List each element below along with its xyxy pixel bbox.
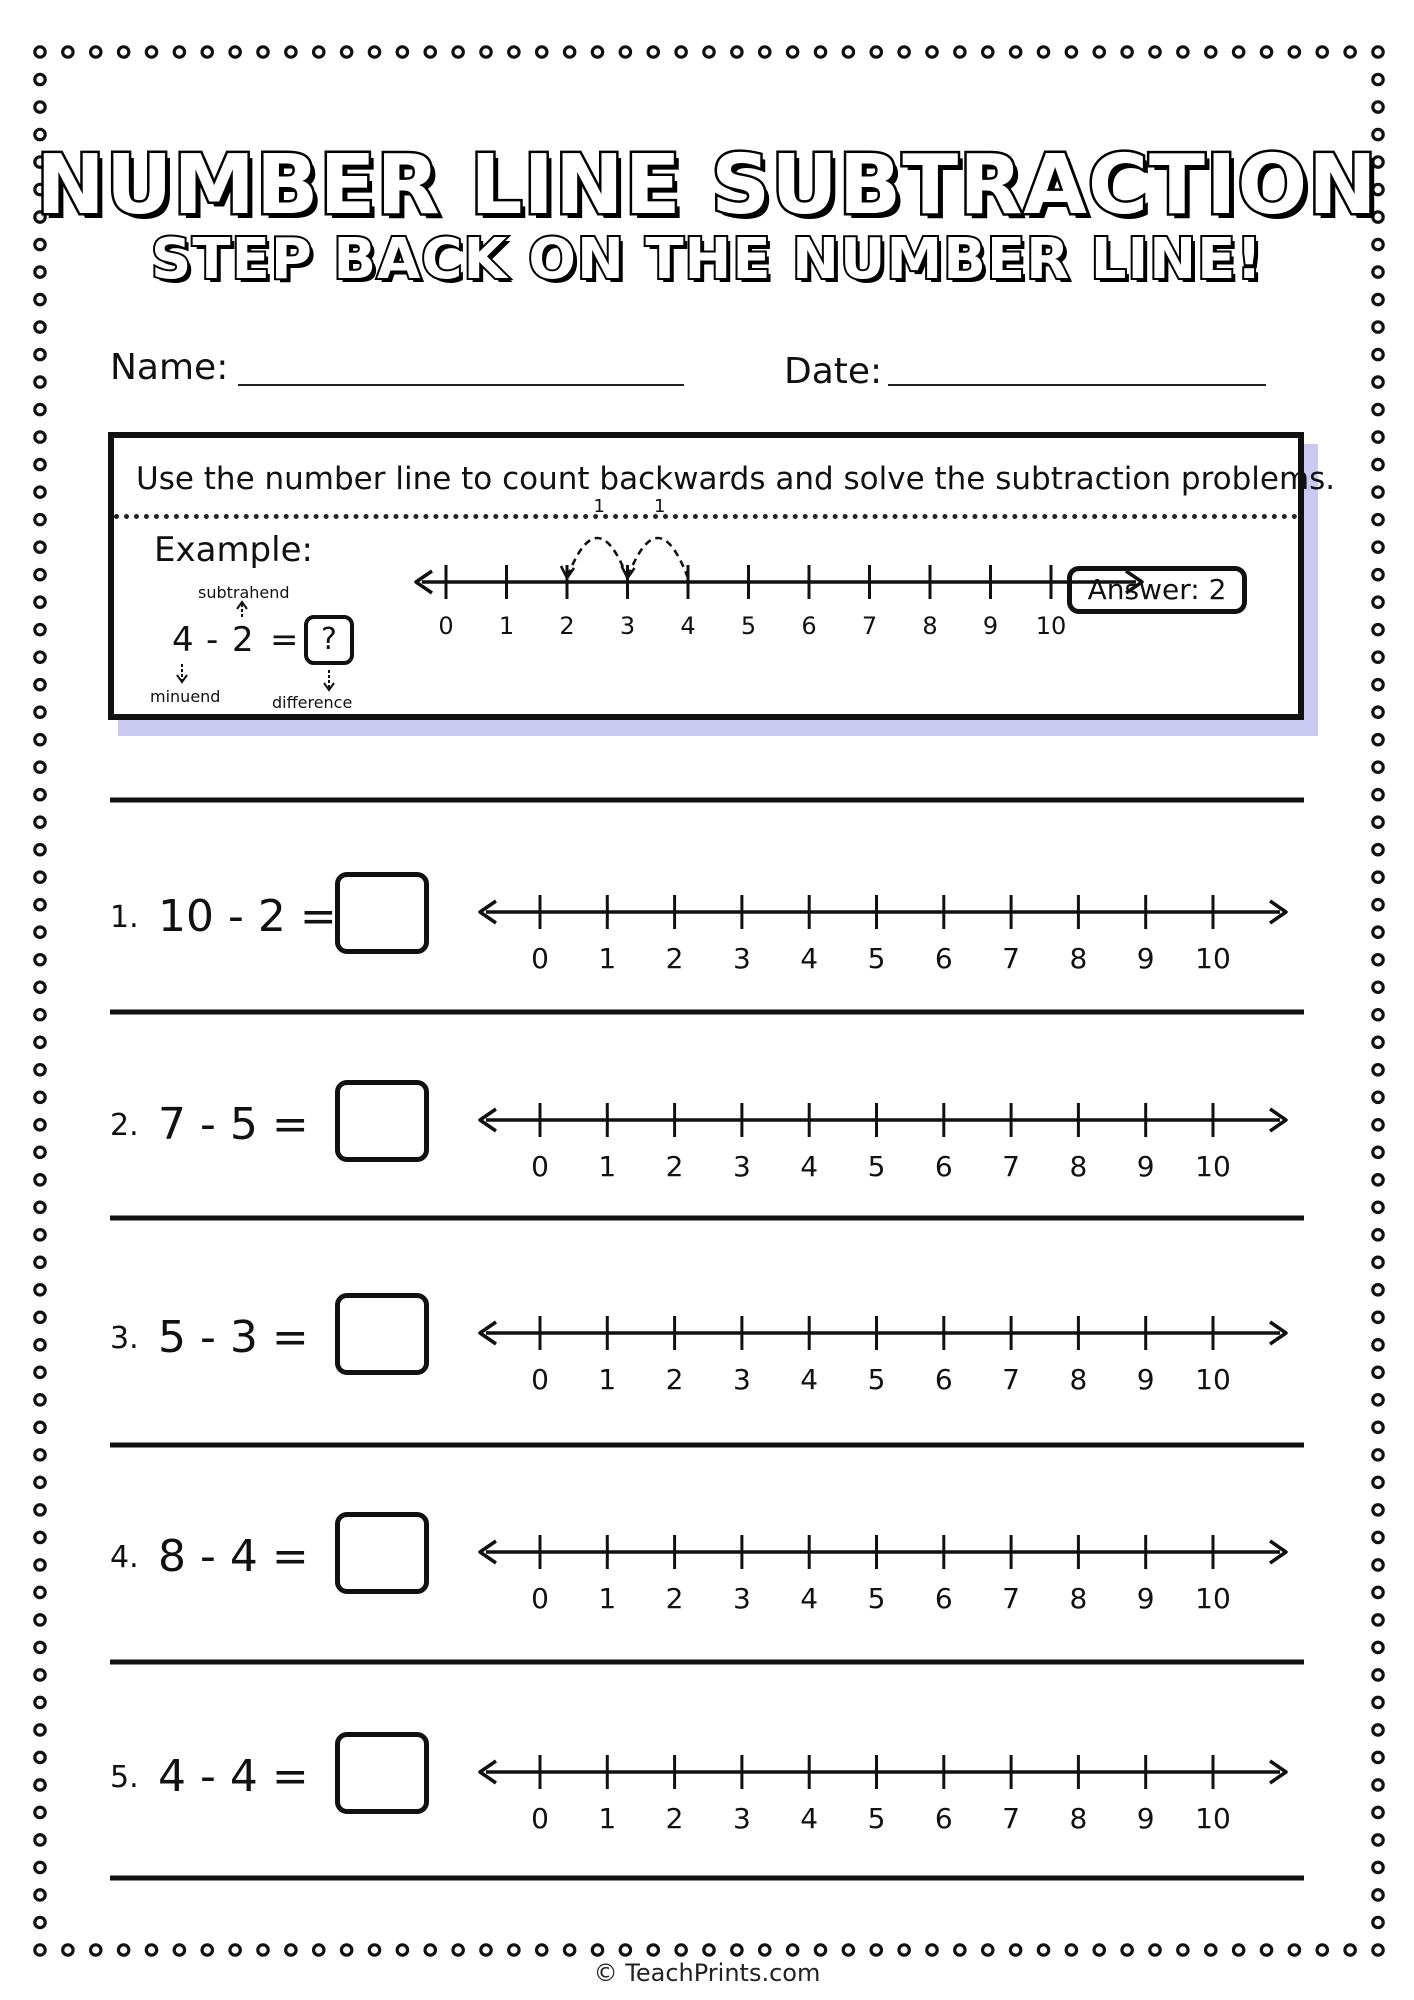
instructions-text: Use the number line to count backwards and solve the subtraction problems. <box>136 461 1336 497</box>
tick-label: 7 <box>1002 942 1021 970</box>
problem-number-line <box>470 870 1300 970</box>
example-unknown-box: ? <box>304 615 354 665</box>
tick-label: 0 <box>531 1150 549 1178</box>
example-number-line <box>404 498 1164 708</box>
problem-expression: 7 - 5 = <box>158 1099 309 1150</box>
tick-label: 6 <box>934 1802 953 1830</box>
problem-number: 2. <box>110 1108 139 1143</box>
tick-label: 9 <box>1136 1802 1155 1830</box>
tick-label: 5 <box>867 942 886 970</box>
answer-box[interactable] <box>335 1732 429 1814</box>
tick-label: 10 <box>1195 1150 1231 1178</box>
tick-label: 2 <box>665 1582 684 1610</box>
hop-arc <box>628 538 689 578</box>
tick-label: 3 <box>732 1150 751 1178</box>
problem-number: 1. <box>110 900 139 935</box>
problem-row <box>0 1064 1414 1264</box>
tick-label: 8 <box>1069 1150 1088 1178</box>
problem-row <box>0 1277 1414 1477</box>
problem-row <box>0 856 1414 1056</box>
tick-label: 3 <box>732 1582 751 1610</box>
example-label: Example: <box>154 530 313 570</box>
tick-label: 2 <box>665 942 684 970</box>
name-label: Name: <box>110 347 229 388</box>
tick-label: 6 <box>934 1363 953 1391</box>
tick-label: 10 <box>1195 1363 1231 1391</box>
tick-label: 1 <box>598 1802 617 1830</box>
tick-label: 7 <box>1002 1363 1021 1391</box>
tick-label: 6 <box>934 1150 953 1178</box>
problem-number-line <box>470 1510 1300 1610</box>
tick-label: 0 <box>531 942 549 970</box>
tick-label: 3 <box>732 1363 751 1391</box>
tick-label: 1 <box>598 1150 617 1178</box>
tick-label: 1 <box>598 942 617 970</box>
tick-label: 2 <box>559 612 575 640</box>
problem-expression: 4 - 4 = <box>158 1751 309 1802</box>
tick-label: 7 <box>1002 1150 1021 1178</box>
tick-label: 0 <box>531 1582 549 1610</box>
tick-label: 4 <box>800 1150 819 1178</box>
problem-number: 4. <box>110 1540 139 1575</box>
tick-label: 1 <box>498 612 515 640</box>
tick-label: 10 <box>1035 612 1067 640</box>
tick-label: 0 <box>531 1363 549 1391</box>
copyright-credit: © TeachPrints.com <box>593 1959 821 1987</box>
example-equals-sign: = <box>270 620 299 660</box>
tick-label: 2 <box>665 1363 684 1391</box>
tick-label: 1 <box>598 1582 617 1610</box>
example-caption-arrows <box>114 438 374 718</box>
worksheet-subtitle: STEP BACK ON THE NUMBER LINE! <box>151 227 1263 292</box>
tick-label: 8 <box>1069 1802 1088 1830</box>
tick-label: 5 <box>867 1582 886 1610</box>
tick-label: 7 <box>861 612 878 640</box>
tick-label: 4 <box>800 942 819 970</box>
problem-expression: 10 - 2 = <box>158 891 337 942</box>
tick-label: 9 <box>982 612 999 640</box>
example-answer-box: Answer: 2 <box>1067 566 1247 614</box>
problem-expression: 5 - 3 = <box>158 1312 309 1363</box>
minuend-caption: minuend <box>150 687 221 706</box>
tick-label: 5 <box>867 1150 886 1178</box>
tick-label: 4 <box>800 1363 819 1391</box>
example-minus-sign: - <box>206 620 219 660</box>
tick-label: 10 <box>1195 1802 1231 1830</box>
date-field[interactable] <box>888 384 1266 386</box>
tick-label: 9 <box>1136 1582 1155 1610</box>
example-subtrahend: 2 <box>232 620 254 660</box>
tick-label: 5 <box>867 1363 886 1391</box>
answer-box[interactable] <box>335 1293 429 1375</box>
problem-number: 5. <box>110 1760 139 1795</box>
tick-label: 8 <box>1069 1582 1088 1610</box>
problem-number: 3. <box>110 1321 139 1356</box>
answer-box[interactable] <box>335 872 429 954</box>
hop-label: 1 <box>593 498 605 517</box>
instructions-box <box>108 432 1336 720</box>
tick-label: 6 <box>801 612 817 640</box>
tick-label: 9 <box>1136 1363 1155 1391</box>
tick-label: 3 <box>732 1802 751 1830</box>
answer-box[interactable] <box>335 1512 429 1594</box>
tick-label: 9 <box>1136 1150 1155 1178</box>
tick-label: 4 <box>680 612 696 640</box>
tick-label: 3 <box>619 612 636 640</box>
hop-arc <box>567 538 628 578</box>
tick-label: 8 <box>1069 942 1088 970</box>
date-label: Date: <box>784 351 883 392</box>
tick-label: 2 <box>665 1150 684 1178</box>
tick-label: 4 <box>800 1802 819 1830</box>
tick-label: 4 <box>800 1582 819 1610</box>
problem-row <box>0 1716 1414 1916</box>
tick-label: 5 <box>740 612 757 640</box>
subtrahend-caption: subtrahend <box>198 583 290 602</box>
problem-expression: 8 - 4 = <box>158 1531 309 1582</box>
problem-number-line <box>470 1078 1300 1178</box>
tick-label: 5 <box>867 1802 886 1830</box>
tick-label: 8 <box>1069 1363 1088 1391</box>
tick-label: 10 <box>1195 1582 1231 1610</box>
tick-label: 7 <box>1002 1582 1021 1610</box>
tick-label: 6 <box>934 1582 953 1610</box>
tick-label: 8 <box>922 612 938 640</box>
tick-label: 3 <box>732 942 751 970</box>
example-minuend: 4 <box>172 620 194 660</box>
problem-row <box>0 1496 1414 1696</box>
worksheet-title: NUMBER LINE SUBTRACTION <box>36 138 1378 233</box>
tick-label: 1 <box>598 1363 617 1391</box>
tick-label: 0 <box>531 1802 549 1830</box>
problem-number-line <box>470 1730 1300 1830</box>
tick-label: 7 <box>1002 1802 1021 1830</box>
tick-label: 0 <box>438 612 454 640</box>
difference-caption: difference <box>272 693 353 712</box>
problem-number-line <box>470 1291 1300 1391</box>
tick-label: 2 <box>665 1802 684 1830</box>
answer-box[interactable] <box>335 1080 429 1162</box>
tick-label: 10 <box>1195 942 1231 970</box>
name-field[interactable] <box>238 384 684 386</box>
hop-label: 1 <box>654 498 666 517</box>
tick-label: 6 <box>934 942 953 970</box>
tick-label: 9 <box>1136 942 1155 970</box>
